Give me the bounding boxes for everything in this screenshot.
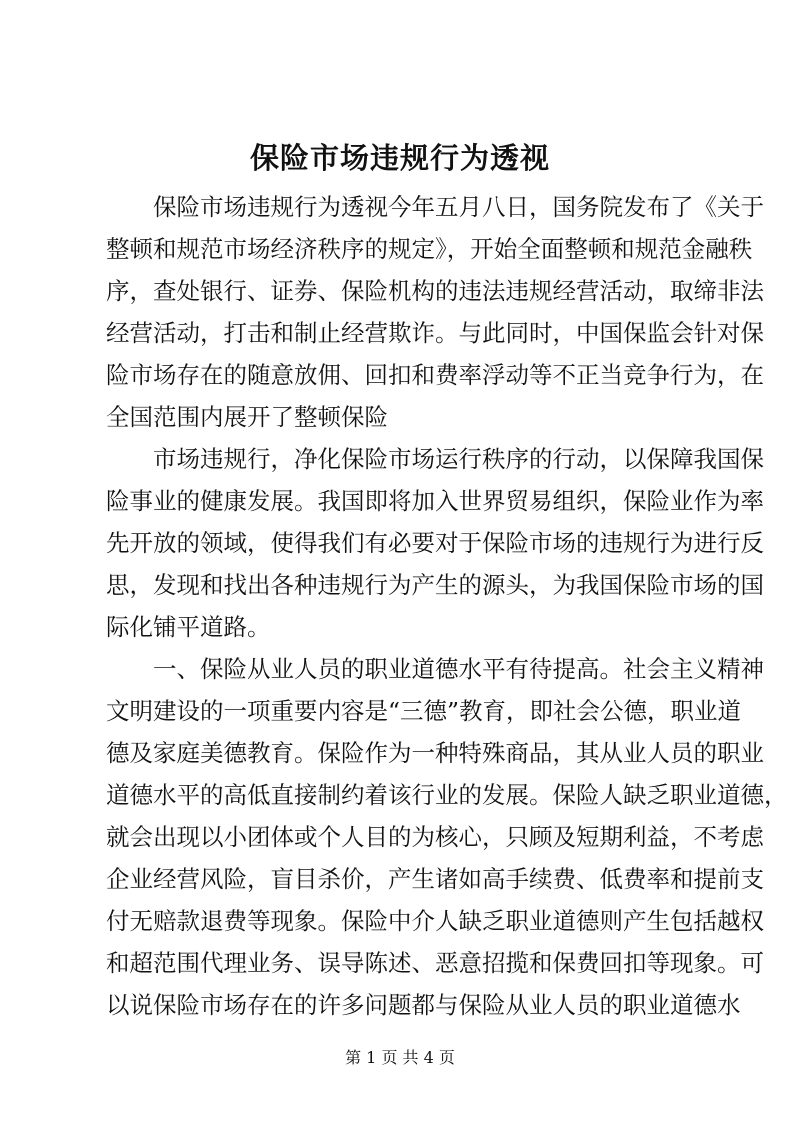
paragraph-3-line-4: 道德水平的高低直接制约着该行业的发展。保险人缺乏职业道德，	[106, 781, 788, 809]
paragraph-3-line-5: 就会出现以小团体或个人目的为核心，只顾及短期利益，不考虑	[106, 823, 764, 851]
paragraph-1-line-5: 险市场存在的随意放佣、回扣和费率浮动等不正当竞争行为，在	[106, 361, 764, 389]
paragraph-1-line-1: 保险市场违规行为透视今年五月八日，国务院发布了《关于	[153, 193, 764, 221]
paragraph-3-line-3: 德及家庭美德教育。保险作为一种特殊商品，其从业人员的职业	[106, 739, 764, 767]
paragraph-2-line-1: 市场违规行，净化保险市场运行秩序的行动，以保障我国保	[153, 445, 764, 473]
paragraph-3-line-2: 文明建设的一项重要内容是“三德”教育，即社会公德，职业道	[106, 697, 742, 725]
paragraph-1-line-3: 序，查处银行、证券、保险机构的违法违规经营活动，取缔非法	[106, 277, 764, 305]
paragraph-3-line-9: 以说保险市场存在的许多问题都与保险从业人员的职业道德水	[106, 991, 741, 1019]
paragraph-3-line-1: 一、保险从业人员的职业道德水平有待提高。社会主义精神	[153, 655, 764, 683]
paragraph-2-line-2: 险事业的健康发展。我国即将加入世界贸易组织，保险业作为率	[106, 487, 764, 515]
paragraph-1-line-2: 整顿和规范市场经济秩序的规定》，开始全面整顿和规范金融秩	[106, 235, 753, 263]
document-title: 保险市场违规行为透视	[249, 141, 550, 175]
paragraph-3-line-7: 付无赔款退费等现象。保险中介人缺乏职业道德则产生包括越权	[106, 907, 764, 935]
paragraph-2-line-4: 思，发现和找出各种违规行为产生的源头，为我国保险市场的国	[106, 571, 764, 599]
paragraph-1-line-4: 经营活动，打击和制止经营欺诈。与此同时，中国保监会针对保	[106, 319, 764, 347]
paragraph-2-line-3: 先开放的领域，使得我们有必要对于保险市场的违规行为进行反	[106, 529, 764, 557]
page-footer: 第 1 页 共 4 页	[345, 1048, 455, 1067]
paragraph-1-line-6: 全国范围内展开了整顿保险	[106, 403, 388, 431]
paragraph-3-line-6: 企业经营风险，盲目杀价，产生诸如高手续费、低费率和提前支	[106, 865, 764, 893]
paragraph-2-line-5: 际化铺平道路。	[106, 613, 271, 641]
paragraph-3-line-8: 和超范围代理业务、误导陈述、恶意招揽和保费回扣等现象。可	[106, 949, 764, 977]
